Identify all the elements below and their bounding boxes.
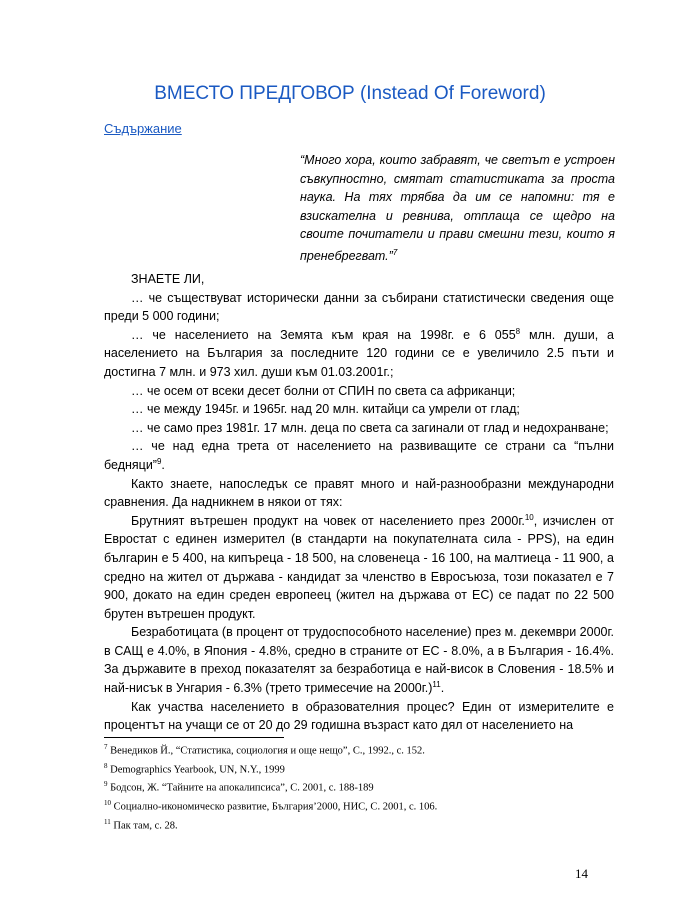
paragraph-population [104,326,614,382]
footnote-item [104,796,624,815]
population-text-b: млн. души, а населението на България за последните 120 години се е увеличило 2.5 пъти и достигна 7 млн. и 973 хил. души към 01.03.2001г.; [104,327,614,379]
title-bulgarian: ВМЕСТО ПРЕДГОВОР [154,83,355,104]
footnote-text: Бодсон, Ж. “Тайните на апокалипсиса”, С. 2001, с. 188-189 [107,782,374,794]
page-title [0,83,700,105]
footnote-ref-8[interactable]: 8 [515,326,521,336]
paragraph-international-comparisons: Както знаете, напоследък се правят много и най-разнообразни международни сравнения. Да надникнем в някои от тях: [104,476,614,510]
poverty-text-a: … че над една трета от населението на развиващите се страни са “пълни бедняци” [104,439,614,472]
unemployment-text-a: Безработицата (в процент от трудоспособното население) през м. декември 2000г. в САЩ е 4.0%, в Япония - 4.8%, средно в страните от ЕС - 8.0%, а в България - 16.4%. За държавите в преход показателят за безработица е най-висок в Словения - 18.5% и най-нисък в Унгария - 6.3% (трето тримесечие на 2000г.) [104,625,614,696]
footnote-text: Венедиков Й., “Статистика, социология и още нещо”, С., 1992., с. 152. [107,745,425,757]
paragraph-unemployment [104,623,614,697]
footnote-number: 7 [104,743,108,751]
gdp-text-b: , изчислен от Евростат с единен измерител (в стандарти на покупателната сила - PPS), на един българин е 5 400, на кипъреца - 18 500, на словенеца - 16 100, на малтиеца - 11 900, а средно на жител от държава - кандидат за членство в Евросъюза, този показател е 7 900, докато на един среден европеец (жител на държава от ЕС) се падат по 22 500 брутен вътрешен продукт. [104,513,614,621]
footnotes [104,740,624,834]
footnote-number: 11 [104,817,111,826]
footnote-item [104,740,624,759]
epigraph-quote [300,151,615,266]
paragraph-famine-china: … че между 1945г. и 1965г. над 20 млн. китайци са умрели от глад; [131,402,520,417]
paragraph-poverty [104,437,614,474]
footnote-ref-10[interactable]: 10 [524,512,534,522]
footnote-divider [104,737,284,738]
population-text-a: … че населението на Земята към края на 1998г. е 6 055 [131,327,516,342]
footnote-ref-7[interactable]: 7 [392,247,398,257]
footnote-item [104,759,624,778]
footnote-ref-11[interactable]: 11 [432,679,441,689]
title-english: (Instead Of Foreword) [359,83,546,104]
paragraph-aids: … че осем от всеки десет болни от СПИН по света са африканци; [131,383,516,398]
paragraph-did-you-know: ЗНАЕТЕ ЛИ, [131,272,205,286]
table-of-contents-link[interactable]: Съдържание [104,121,182,136]
footnote-item [104,815,624,834]
gdp-text-a: Брутният вътрешен продукт на човек от населението през 2000г. [131,513,525,528]
footnote-number: 9 [104,780,108,789]
footnote-text: Социално-икономическо развитие, България’2000, НИС, С. 2001, с. 106. [111,801,438,813]
quote-text: “Много хора, които забравят, че светът е устроен съвкупностно, смятат статистиката за проста наука. На тях трябва да им се напомни: тя е взискателна и ревнива, отплаща се щедро на своите почитатели и прави смешни тези, които я пренебрегват.” [300,153,615,264]
footnote-number: 10 [104,799,111,808]
footnote-item [104,777,624,796]
page-number: 14 [575,866,588,881]
unemployment-text-b: . [440,681,445,696]
footnote-number: 8 [104,761,108,770]
paragraph-gdp [104,512,614,624]
body-text [104,270,614,735]
footnote-text: Пак там, с. 28. [110,820,178,832]
footnote-text: Demographics Yearbook, UN, N.Y., 1999 [107,764,285,776]
footnote-ref-9[interactable]: 9 [156,456,162,466]
paragraph-children-hunger: … че само през 1981г. 17 млн. деца по света са загинали от глад и недохранване; [131,420,609,435]
paragraph-statistics-history: … че съществуват исторически данни за събирани статистически сведения още преди 5 000 години; [104,290,614,324]
poverty-text-b: . [161,457,165,472]
paragraph-education: Как участва населението в образователния процес? Един от измерителите е процентът на учащи се от 20 до 29 годишна възраст като дял от населението на [104,699,614,733]
